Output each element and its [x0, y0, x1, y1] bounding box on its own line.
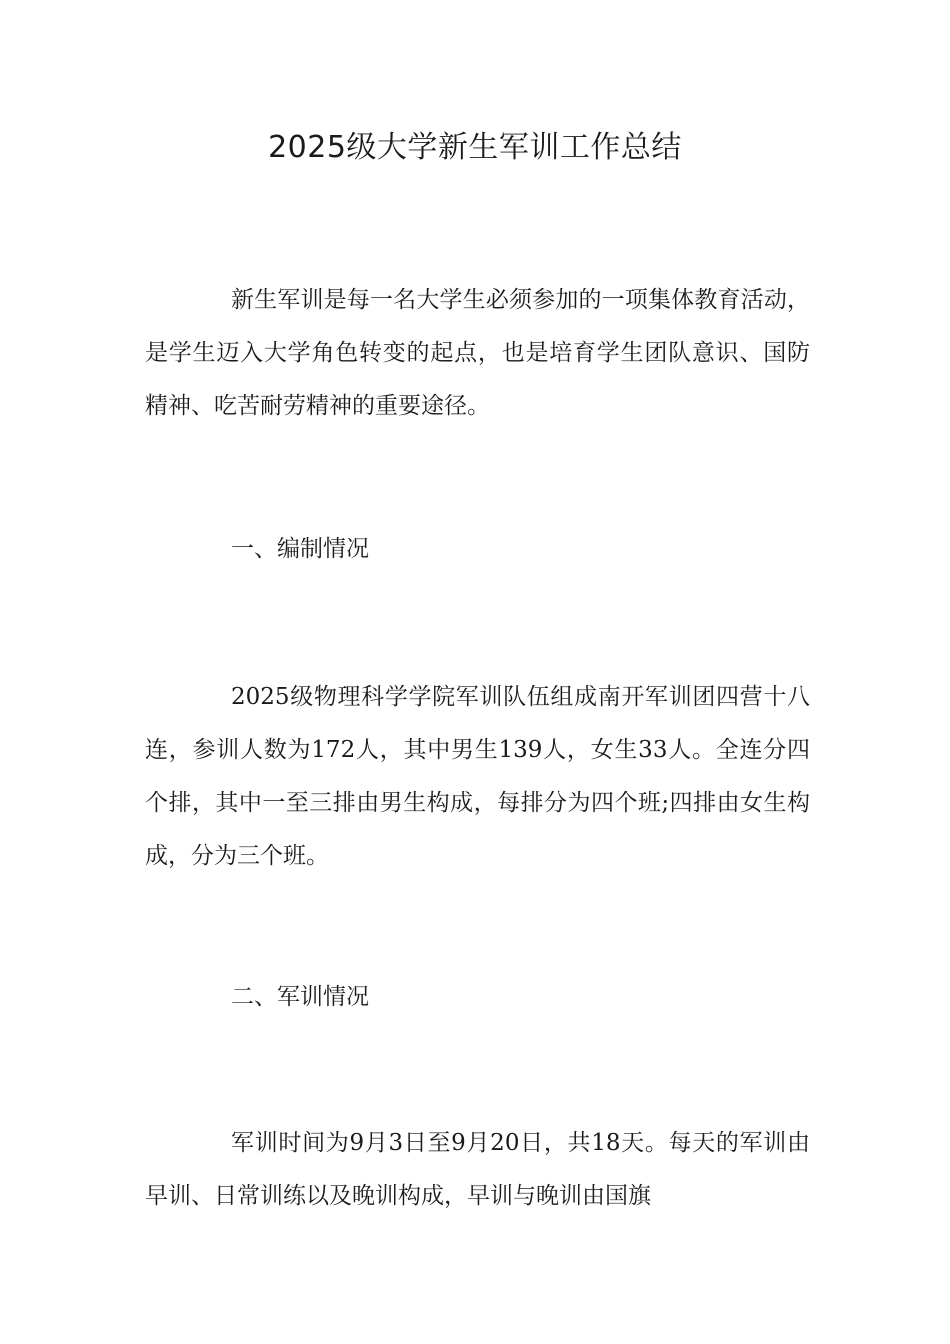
organization-paragraph: 2025级物理科学学院军训队伍组成南开军训团四营十八连，参训人数为172人，其中男生139人，女生33人。全连分四个排，其中一至三排由男生构成，每排分为四个班;四排由女生构成，分为三个班。 [145, 684, 810, 869]
section-heading-organization: 一、编制情况 [231, 536, 369, 562]
document-title: 2025级大学新生军训工作总结 [268, 130, 682, 165]
training-paragraph: 军训时间为9月3日至9月20日，共18天。每天的军训由早训、日常训练以及晚训构成，早训与晚训由国旗 [145, 1130, 810, 1209]
section-heading-training: 二、军训情况 [231, 984, 369, 1010]
intro-paragraph: 新生军训是每一名大学生必须参加的一项集体教育活动，是学生迈入大学角色转变的起点，也是培育学生团队意识、国防精神、吃苦耐劳精神的重要途径。 [145, 287, 810, 419]
